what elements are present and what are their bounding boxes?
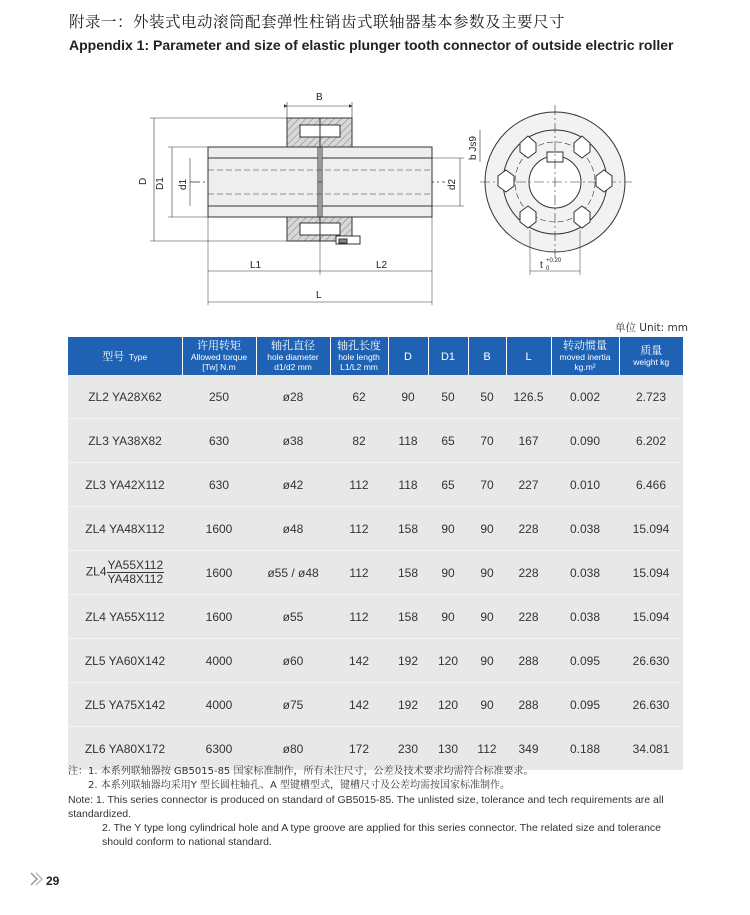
cell-type: ZL2 YA28X62 bbox=[68, 375, 182, 419]
dim-D-label: D bbox=[138, 177, 149, 185]
dim-L1-label: L1 bbox=[250, 260, 262, 271]
cell-hole-len: 82 bbox=[330, 419, 388, 463]
table-header-row bbox=[68, 337, 683, 375]
cell-weight: 26.630 bbox=[619, 639, 683, 683]
table-row bbox=[68, 463, 683, 507]
cell-hole-len: 142 bbox=[330, 639, 388, 683]
table-row bbox=[68, 595, 683, 639]
unit-label: 单位 Unit: mm bbox=[614, 322, 688, 334]
cell-type: ZL4 YA55X112 bbox=[68, 595, 182, 639]
cell-L: 288 bbox=[506, 683, 551, 727]
dim-t-tol-label: +0.20 bbox=[546, 258, 562, 264]
cell-hole-dia: ø60 bbox=[256, 639, 330, 683]
table-row bbox=[68, 419, 683, 463]
cell-B: 90 bbox=[468, 507, 506, 551]
cell-weight: 15.094 bbox=[619, 551, 683, 595]
table-row bbox=[68, 551, 683, 595]
cell-L: 228 bbox=[506, 507, 551, 551]
dim-t-label: t bbox=[540, 260, 543, 271]
cell-torque: 1600 bbox=[182, 507, 256, 551]
cell-B: 90 bbox=[468, 639, 506, 683]
cell-D: 158 bbox=[388, 551, 428, 595]
cell-D1: 90 bbox=[428, 595, 468, 639]
cell-B: 70 bbox=[468, 463, 506, 507]
cell-D1: 120 bbox=[428, 639, 468, 683]
cell-L: 288 bbox=[506, 639, 551, 683]
cell-weight: 2.723 bbox=[619, 375, 683, 419]
cell-hole-dia: ø28 bbox=[256, 375, 330, 419]
cell-weight: 6.202 bbox=[619, 419, 683, 463]
cell-type bbox=[68, 551, 182, 595]
cell-hole-len: 62 bbox=[330, 375, 388, 419]
cell-L: 228 bbox=[506, 551, 551, 595]
note-en-2: 2. The Y type long cylindrical hole and A type groove are applied for this series connector. The related size and tolerance should conform to national standard. bbox=[102, 822, 661, 848]
cell-D: 158 bbox=[388, 507, 428, 551]
cell-inertia: 0.095 bbox=[551, 639, 619, 683]
table-row bbox=[68, 375, 683, 419]
cell-weight: 15.094 bbox=[619, 595, 683, 639]
cell-inertia: 0.038 bbox=[551, 595, 619, 639]
dim-b-label: b Js9 bbox=[468, 136, 479, 160]
cell-D1: 90 bbox=[428, 507, 468, 551]
cell-weight: 26.630 bbox=[619, 683, 683, 727]
cell-D: 192 bbox=[388, 639, 428, 683]
dim-L-label: L bbox=[316, 290, 322, 301]
cell-L: 126.5 bbox=[506, 375, 551, 419]
cell-hole-len: 112 bbox=[330, 595, 388, 639]
dim-d1-label: d1 bbox=[178, 178, 189, 190]
cell-torque: 1600 bbox=[182, 595, 256, 639]
dim-L2-label: L2 bbox=[376, 260, 388, 271]
page-chevron-icon bbox=[29, 871, 45, 887]
table-row bbox=[68, 507, 683, 551]
page-title-chinese: 附录一：外装式电动滚筒配套弹性柱销齿式联轴器基本参数及主要尺寸 bbox=[69, 13, 566, 31]
cell-torque: 4000 bbox=[182, 683, 256, 727]
cell-D: 230 bbox=[388, 727, 428, 771]
page-title-english: Appendix 1: Parameter and size of elastic plunger tooth connector of outside electric roller bbox=[69, 37, 674, 53]
cell-D: 192 bbox=[388, 683, 428, 727]
cell-type-prefix: ZL4 bbox=[85, 564, 107, 579]
coupling-technical-drawing bbox=[0, 0, 750, 320]
cell-L: 228 bbox=[506, 595, 551, 639]
cell-hole-dia: ø75 bbox=[256, 683, 330, 727]
cell-D: 118 bbox=[388, 419, 428, 463]
cell-D: 158 bbox=[388, 595, 428, 639]
cell-D1: 50 bbox=[428, 375, 468, 419]
header-hole-diameter: 轴孔直径 hole diameter d1/d2 mm bbox=[256, 337, 330, 375]
table-row bbox=[68, 683, 683, 727]
header-weight: 质量 weight kg bbox=[619, 337, 683, 375]
header-L: L bbox=[506, 337, 551, 375]
cell-B: 112 bbox=[468, 727, 506, 771]
cell-D1: 130 bbox=[428, 727, 468, 771]
header-D: D bbox=[388, 337, 428, 375]
cell-type: ZL3 YA38X82 bbox=[68, 419, 182, 463]
table-row bbox=[68, 639, 683, 683]
cell-type-bottom: YA48X112 bbox=[107, 572, 164, 586]
cell-type-top: YA55X112 bbox=[107, 558, 164, 572]
cell-hole-len: 112 bbox=[330, 507, 388, 551]
cell-torque: 4000 bbox=[182, 639, 256, 683]
cell-hole-dia: ø55 bbox=[256, 595, 330, 639]
cell-B: 90 bbox=[468, 595, 506, 639]
cell-inertia: 0.188 bbox=[551, 727, 619, 771]
cell-hole-dia: ø48 bbox=[256, 507, 330, 551]
cell-D: 90 bbox=[388, 375, 428, 419]
note-cn-2: 2. 本系列联轴器均采用Y 型长圆柱轴孔、A 型键槽型式，键槽尺寸及公差均需按国家标准制作。 bbox=[88, 780, 511, 791]
cell-D1: 65 bbox=[428, 419, 468, 463]
note-cn-1: 注：1. 本系列联轴器按 GB5015-85 国家标准制作，所有未注尺寸，公差及技术要求均需符合标准要求。 bbox=[68, 766, 534, 777]
cell-weight: 15.094 bbox=[619, 507, 683, 551]
cell-hole-len: 172 bbox=[330, 727, 388, 771]
cell-torque: 250 bbox=[182, 375, 256, 419]
cell-torque: 1600 bbox=[182, 551, 256, 595]
cell-inertia: 0.095 bbox=[551, 683, 619, 727]
cell-hole-dia: ø55 / ø48 bbox=[256, 551, 330, 595]
cell-B: 90 bbox=[468, 551, 506, 595]
cell-type: ZL5 YA60X142 bbox=[68, 639, 182, 683]
cell-inertia: 0.038 bbox=[551, 507, 619, 551]
cell-torque: 630 bbox=[182, 419, 256, 463]
cell-hole-len: 142 bbox=[330, 683, 388, 727]
cell-type: ZL4 YA48X112 bbox=[68, 507, 182, 551]
header-D1: D1 bbox=[428, 337, 468, 375]
page-number: 29 bbox=[46, 874, 60, 888]
cell-hole-len: 112 bbox=[330, 551, 388, 595]
cell-inertia: 0.010 bbox=[551, 463, 619, 507]
cell-L: 227 bbox=[506, 463, 551, 507]
cell-torque: 6300 bbox=[182, 727, 256, 771]
cell-torque: 630 bbox=[182, 463, 256, 507]
table-row bbox=[68, 727, 683, 771]
header-B: B bbox=[468, 337, 506, 375]
cell-D1: 65 bbox=[428, 463, 468, 507]
cell-B: 70 bbox=[468, 419, 506, 463]
dim-B-label: B bbox=[316, 92, 323, 103]
header-hole-length: 轴孔长度 hole length L1/L2 mm bbox=[330, 337, 388, 375]
cell-B: 50 bbox=[468, 375, 506, 419]
note-en-1: Note: 1. This series connector is produced on standard of GB5015-85. The unlisted size, tolerance and tech requirements are all standardized. bbox=[68, 794, 664, 820]
cell-hole-dia: ø38 bbox=[256, 419, 330, 463]
dim-t-tol-low-label: 0 bbox=[546, 266, 550, 272]
cell-B: 90 bbox=[468, 683, 506, 727]
header-torque: 许用转矩 Allowed torque [Tw] N.m bbox=[182, 337, 256, 375]
header-type: 型号 Type bbox=[68, 337, 182, 375]
cell-inertia: 0.002 bbox=[551, 375, 619, 419]
cell-hole-dia: ø80 bbox=[256, 727, 330, 771]
notes-section bbox=[68, 765, 688, 849]
parameter-table bbox=[68, 337, 683, 770]
cell-L: 167 bbox=[506, 419, 551, 463]
cell-hole-dia: ø42 bbox=[256, 463, 330, 507]
cell-hole-len: 112 bbox=[330, 463, 388, 507]
cell-inertia: 0.090 bbox=[551, 419, 619, 463]
cell-D1: 120 bbox=[428, 683, 468, 727]
dim-d2-label: d2 bbox=[447, 178, 458, 190]
cell-type: ZL3 YA42X112 bbox=[68, 463, 182, 507]
header-inertia: 转动惯量 moved inertia kg.m² bbox=[551, 337, 619, 375]
cell-type: ZL6 YA80X172 bbox=[68, 727, 182, 771]
cell-L: 349 bbox=[506, 727, 551, 771]
cell-type: ZL5 YA75X142 bbox=[68, 683, 182, 727]
cell-D1: 90 bbox=[428, 551, 468, 595]
cell-inertia: 0.038 bbox=[551, 551, 619, 595]
cell-D: 118 bbox=[388, 463, 428, 507]
cell-weight: 6.466 bbox=[619, 463, 683, 507]
dim-D1-label: D1 bbox=[155, 177, 166, 190]
cell-weight: 34.081 bbox=[619, 727, 683, 771]
